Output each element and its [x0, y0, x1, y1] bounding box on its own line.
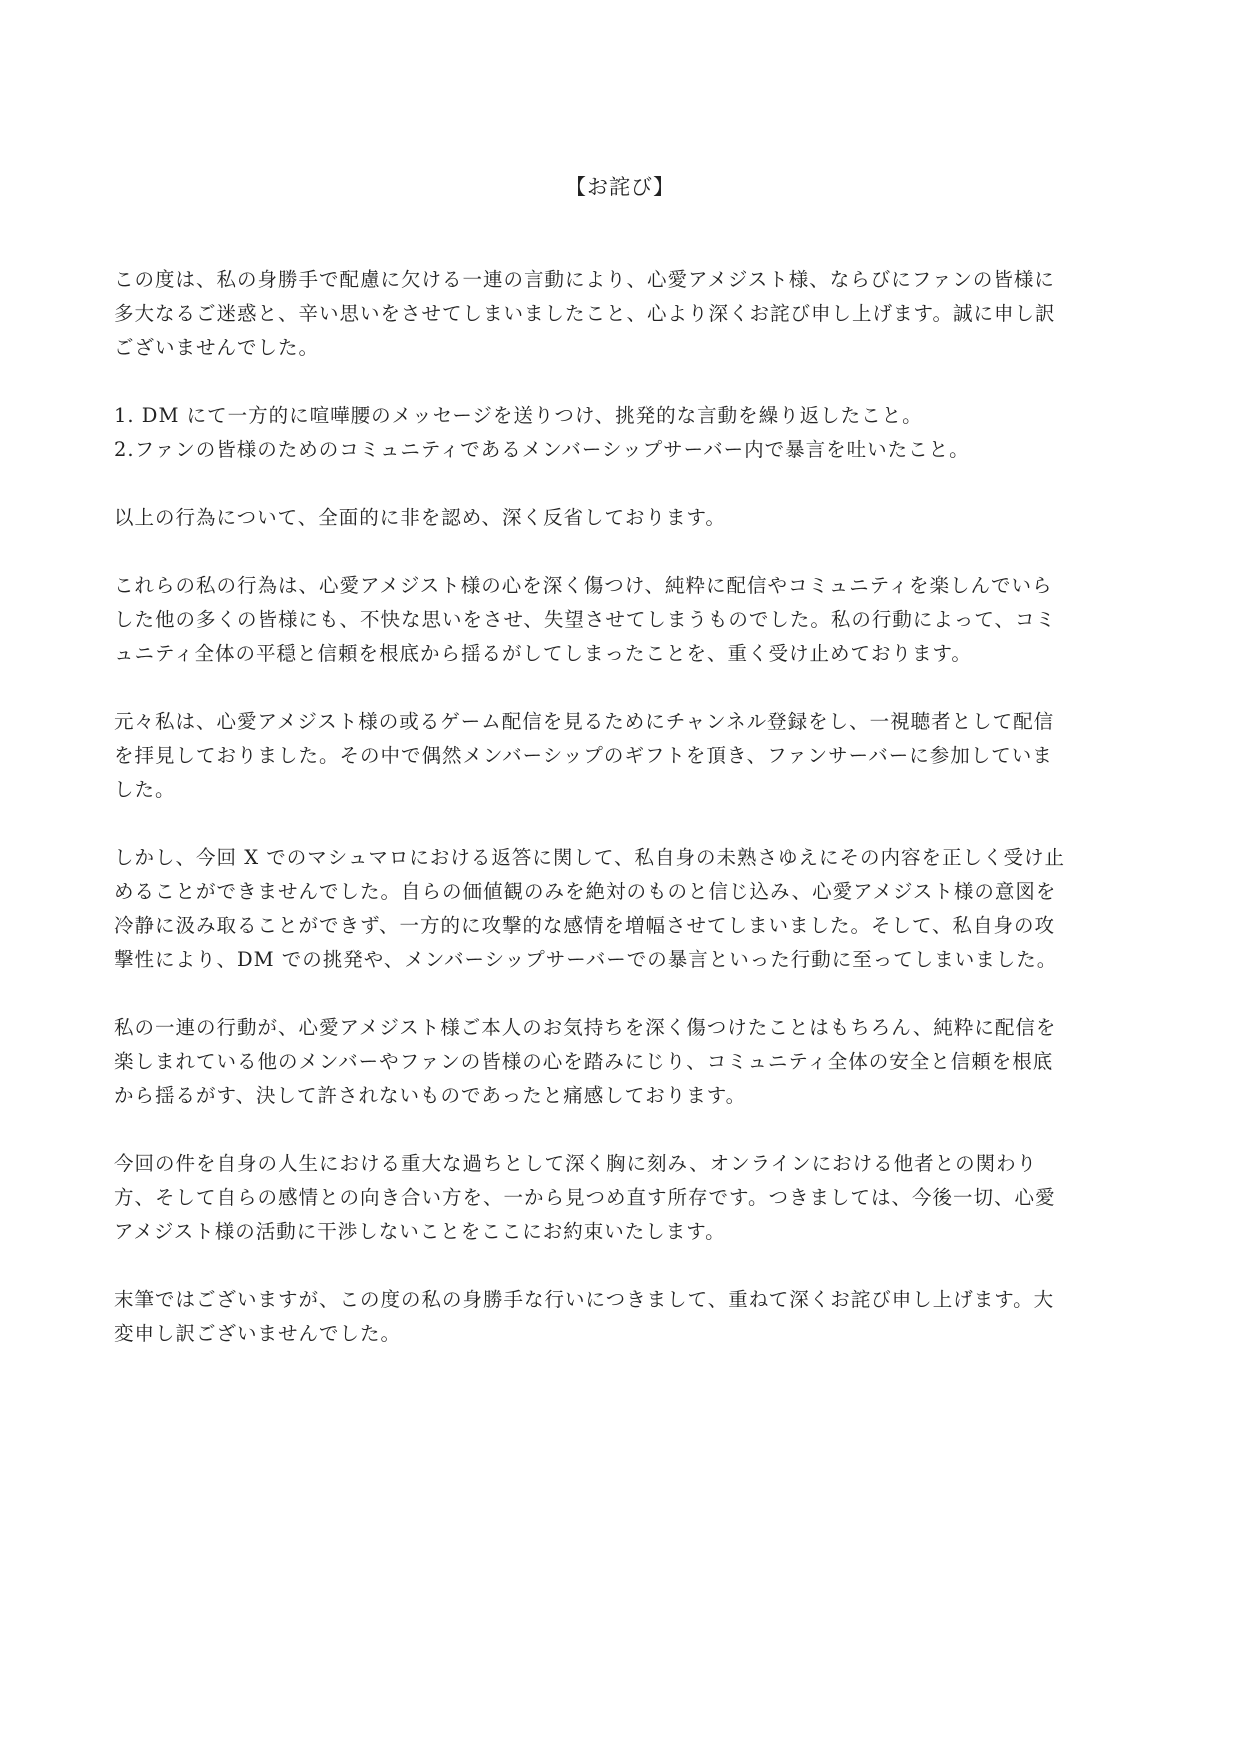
text-line: 撃性により、DM での挑発や、メンバーシップサーバーでの暴言といった行動に至ってしまいました。 [114, 948, 1058, 971]
text-line: 今回の件を自身の人生における重大な過ちとして深く胸に刻み、オンラインにおける他者との関わり [114, 1152, 1038, 1175]
paragraph-impact [114, 569, 1126, 671]
paragraph-list [114, 399, 1126, 467]
paragraph-admission [114, 501, 1126, 535]
text-line: ございませんでした。 [114, 336, 320, 359]
text-line: アメジスト様の活動に干渉しないことをここにお約束いたします。 [114, 1220, 726, 1243]
text-line: ュニティ全体の平穏と信頼を根底から揺るがしてしまったことを、重く受け止めております。 [114, 642, 972, 665]
list-item: 2.ファンの皆様のためのコミュニティであるメンバーシップサーバー内で暴言を吐いたこと。 [114, 438, 970, 461]
paragraph-cause [114, 841, 1126, 977]
text-line: めることができませんでした。自らの価値観のみを絶対のものと信じ込み、心愛アメジスト様の意図を [114, 880, 1057, 903]
paragraph-reflection [114, 1011, 1126, 1113]
document-title: 【お詫び】 [565, 175, 675, 199]
text-line: を拝見しておりました。その中で偶然メンバーシップのギフトを頂き、ファンサーバーに参加していま [114, 744, 1053, 767]
text-line: 私の一連の行動が、心愛アメジスト様ご本人のお気持ちを深く傷つけたことはもちろん、純粋に配信を [114, 1016, 1057, 1039]
text-line: した他の多くの皆様にも、不快な思いをさせ、失望させてしまうものでした。私の行動によって、コミ [114, 608, 1057, 631]
text-line: しかし、今回 X でのマシュマロにおける返答に関して、私自身の未熟さゆえにその内容を正しく受け止 [114, 846, 1065, 869]
paragraph-closing [114, 1283, 1126, 1351]
text-line: 楽しまれている他のメンバーやファンの皆様の心を踏みにじり、コミュニティ全体の安全と信頼を根底 [114, 1050, 1054, 1073]
text-line: から揺るがす、決して許されないものであったと痛感しております。 [114, 1084, 747, 1107]
list-item: 1. DM にて一方的に喧嘩腰のメッセージを送りつけ、挑発的な言動を繰り返したこと。 [114, 404, 923, 427]
text-line: 以上の行為について、全面的に非を認め、深く反省しております。 [114, 506, 726, 529]
text-line: 方、そして自らの感情との向き合い方を、一から見つめ直す所存です。つきましては、今後一切、心愛 [114, 1186, 1056, 1209]
text-line: 末筆ではございますが、この度の私の身勝手な行いにつきまして、重ねて深くお詫び申し上げます。大 [114, 1288, 1055, 1311]
text-line: これらの私の行為は、心愛アメジスト様の心を深く傷つけ、純粋に配信やコミュニティを楽しんでいら [114, 574, 1053, 597]
text-line: 多大なるご迷惑と、辛い思いをさせてしまいましたこと、心より深くお詫び申し上げます。誠に申し訳 [114, 302, 1056, 325]
text-line: した。 [114, 778, 176, 801]
text-line: 元々私は、心愛アメジスト様の或るゲーム配信を見るためにチャンネル登録をし、一視聴者として配信 [114, 710, 1055, 733]
text-line: この度は、私の身勝手で配慮に欠ける一連の言動により、心愛アメジスト様、ならびにファンの皆様に [114, 268, 1055, 291]
document-body [114, 263, 1126, 1385]
paragraph-intro [114, 263, 1126, 365]
text-line: 冷静に汲み取ることができず、一方的に攻撃的な感情を増幅させてしまいました。そして、私自身の攻 [114, 914, 1056, 937]
text-line: 変申し訳ございませんでした。 [114, 1322, 402, 1345]
paragraph-background [114, 705, 1126, 807]
paragraph-promise [114, 1147, 1126, 1249]
